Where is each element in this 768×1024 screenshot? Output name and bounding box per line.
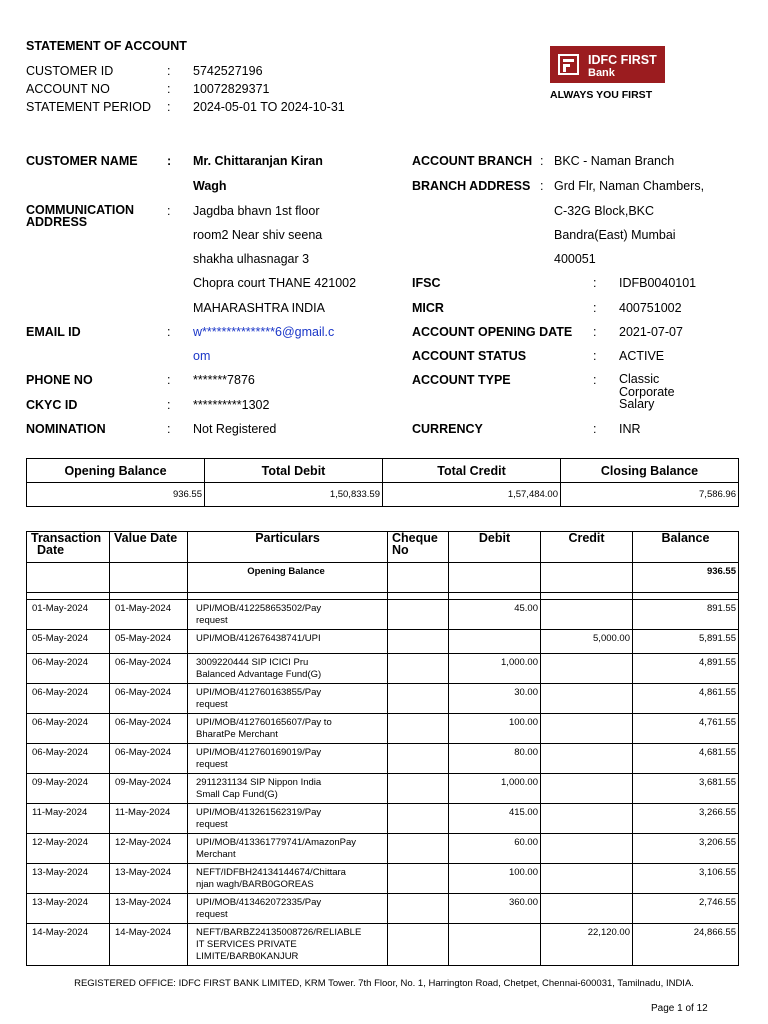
- particulars-cell: [188, 714, 388, 744]
- account-type-line: Corporate: [619, 385, 675, 399]
- phone-label: PHONE NO: [26, 373, 93, 387]
- debit-cell: 1,000.00: [449, 774, 541, 804]
- transaction-date-cell: 06-May-2024: [27, 714, 110, 744]
- debit-cell: 60.00: [449, 834, 541, 864]
- address-line: room2 Near shiv seena: [193, 228, 323, 242]
- table-row: [27, 894, 739, 924]
- particulars-cell: [188, 924, 388, 966]
- address-line: shakha ulhasnagar 3: [193, 252, 310, 266]
- colon: :: [593, 325, 597, 339]
- debit-cell: 30.00: [449, 684, 541, 714]
- colon: :: [167, 154, 172, 168]
- opening-balance-label: Opening Balance: [188, 563, 388, 593]
- debit-cell: 45.00: [449, 600, 541, 630]
- spacer-cell: [388, 593, 449, 600]
- colon: :: [593, 373, 597, 387]
- credit-cell: [541, 894, 633, 924]
- ckyc-value: **********1302: [193, 398, 270, 412]
- header-credit: Credit: [541, 532, 633, 563]
- colon: :: [167, 398, 171, 412]
- balance-cell: 4,891.55: [633, 654, 739, 684]
- email-value-line1[interactable]: w***************6@gmail.c: [193, 325, 335, 339]
- logo-mark-icon: [558, 54, 579, 75]
- customer-name-label: CUSTOMER NAME: [26, 154, 138, 168]
- balance-cell: 4,861.55: [633, 684, 739, 714]
- table-row: [27, 600, 739, 630]
- header-text: Transaction: [31, 531, 102, 545]
- spacer-cell: [449, 593, 541, 600]
- particulars-line: njan wagh/BARB0GOREAS: [196, 879, 314, 890]
- particulars-line: request: [196, 615, 228, 626]
- particulars-line: 2911231134 SIP Nippon India: [196, 777, 322, 788]
- micr-value: 400751002: [619, 301, 682, 315]
- credit-cell: [541, 714, 633, 744]
- spacer-cell: [188, 593, 388, 600]
- value-date-cell: 06-May-2024: [110, 714, 188, 744]
- credit-cell: 22,120.00: [541, 924, 633, 966]
- summary-header-cell: Total Credit: [383, 459, 561, 483]
- spacer-cell: [541, 593, 633, 600]
- particulars-cell: [188, 834, 388, 864]
- transaction-date-cell: 09-May-2024: [27, 774, 110, 804]
- value-date-cell: 06-May-2024: [110, 654, 188, 684]
- branch-address-label: BRANCH ADDRESS: [412, 179, 531, 193]
- transaction-date-cell: 01-May-2024: [27, 600, 110, 630]
- value-date-cell: 11-May-2024: [110, 804, 188, 834]
- cheque-cell: [388, 894, 449, 924]
- particulars-line: UPI/MOB/413261562319/Pay: [196, 807, 322, 818]
- debit-cell: 100.00: [449, 864, 541, 894]
- debit-cell: 360.00: [449, 894, 541, 924]
- cheque-cell: [388, 924, 449, 966]
- credit-cell: [541, 804, 633, 834]
- credit-cell: [541, 684, 633, 714]
- account-no-label: ACCOUNT NO: [26, 82, 110, 96]
- table-row: [27, 774, 739, 804]
- account-status-value: ACTIVE: [619, 349, 665, 363]
- particulars-cell: [188, 744, 388, 774]
- branch-address-line: 400051: [554, 252, 596, 266]
- particulars-line: BharatPe Merchant: [196, 729, 278, 740]
- particulars-cell: [188, 600, 388, 630]
- credit-cell: [541, 654, 633, 684]
- cheque-cell: [388, 600, 449, 630]
- branch-value: BKC - Naman Branch: [554, 154, 675, 168]
- transaction-date-cell: 13-May-2024: [27, 894, 110, 924]
- table-row: [27, 684, 739, 714]
- cheque-cell: [388, 654, 449, 684]
- branch-address-line: Grd Flr, Naman Chambers,: [554, 179, 705, 193]
- currency-label: CURRENCY: [412, 422, 483, 436]
- transaction-date-cell: 05-May-2024: [27, 630, 110, 654]
- colon: :: [167, 64, 171, 78]
- opening-balance-cell: 936.55: [633, 563, 739, 593]
- particulars-line: UPI/MOB/412676438741/UPI: [196, 633, 321, 644]
- statement-period-value: 2024-05-01 TO 2024-10-31: [193, 100, 345, 114]
- currency-value: INR: [619, 422, 641, 436]
- nomination-value: Not Registered: [193, 422, 277, 436]
- closing-balance-value: 7,586.96: [561, 483, 739, 507]
- particulars-line: Balanced Advantage Fund(G): [196, 669, 322, 680]
- particulars-cell: [188, 684, 388, 714]
- total-debit-value: 1,50,833.59: [205, 483, 383, 507]
- particulars-line: NEFT/BARBZ24135008726/RELIABLE: [196, 927, 362, 938]
- email-label: EMAIL ID: [26, 325, 81, 339]
- logo-text-line2: Bank: [588, 67, 615, 79]
- colon: :: [167, 82, 171, 96]
- value-date-cell: 13-May-2024: [110, 864, 188, 894]
- credit-cell: [541, 864, 633, 894]
- particulars-line: UPI/MOB/413361779741/AmazonPay: [196, 837, 357, 848]
- cheque-cell: [388, 684, 449, 714]
- particulars-cell: [188, 894, 388, 924]
- page-number: Page 1 of 12: [651, 1003, 708, 1014]
- address-label-line1: COMMUNICATION: [26, 203, 135, 217]
- transaction-date-cell: 13-May-2024: [27, 864, 110, 894]
- cheque-cell: [388, 774, 449, 804]
- header-balance: Balance: [633, 532, 739, 563]
- particulars-cell: [188, 654, 388, 684]
- balance-cell: 4,761.55: [633, 714, 739, 744]
- cheque-cell: [388, 744, 449, 774]
- balance-cell: 5,891.55: [633, 630, 739, 654]
- registered-office-footer: REGISTERED OFFICE: IDFC FIRST BANK LIMITED, KRM Tower. 7th Floor, No. 1, Harrington Road, Chetpet, Chennai-600031, Tamilnadu, INDIA.: [74, 978, 694, 989]
- balance-cell: 3,106.55: [633, 864, 739, 894]
- ifsc-value: IDFB0040101: [619, 276, 697, 290]
- balance-cell: 3,266.55: [633, 804, 739, 834]
- particulars-line: UPI/MOB/412760165607/Pay to: [196, 717, 332, 728]
- spacer-cell: [633, 593, 739, 600]
- branch-label: ACCOUNT BRANCH: [412, 154, 533, 168]
- account-type-label: ACCOUNT TYPE: [412, 373, 511, 387]
- account-no-value: 10072829371: [193, 82, 270, 96]
- value-date-cell: 01-May-2024: [110, 600, 188, 630]
- address-line: Chopra court THANE 421002: [193, 276, 357, 290]
- account-type-line: Salary: [619, 397, 655, 411]
- balance-cell: 2,746.55: [633, 894, 739, 924]
- total-credit-value: 1,57,484.00: [383, 483, 561, 507]
- header-particulars: Particulars: [188, 532, 388, 563]
- credit-cell: [541, 774, 633, 804]
- particulars-line: UPI/MOB/413462072335/Pay: [196, 897, 322, 908]
- transaction-date-cell: 06-May-2024: [27, 744, 110, 774]
- summary-header-cell: Opening Balance: [27, 459, 205, 483]
- header-transaction-date: [27, 532, 110, 563]
- credit-cell: [541, 834, 633, 864]
- debit-cell: 1,000.00: [449, 654, 541, 684]
- debit-cell: 80.00: [449, 744, 541, 774]
- particulars-line: request: [196, 699, 228, 710]
- address-line: Jagdba bhavn 1st floor: [193, 204, 320, 218]
- colon: :: [540, 154, 544, 168]
- value-date-cell: 12-May-2024: [110, 834, 188, 864]
- credit-cell: 5,000.00: [541, 630, 633, 654]
- summary-header-row: [27, 459, 739, 483]
- spacer-cell: [27, 593, 110, 600]
- phone-value: *******7876: [193, 373, 255, 387]
- balance-cell: 3,206.55: [633, 834, 739, 864]
- customer-id-label: CUSTOMER ID: [26, 64, 114, 78]
- colon: :: [593, 276, 597, 290]
- debit-cell: [449, 924, 541, 966]
- particulars-cell: [188, 864, 388, 894]
- micr-label: MICR: [412, 301, 444, 315]
- transaction-date-cell: 12-May-2024: [27, 834, 110, 864]
- opening-date-label: ACCOUNT OPENING DATE: [412, 325, 573, 339]
- transactions-header-row: [27, 532, 739, 563]
- colon: :: [167, 325, 171, 339]
- colon: :: [593, 301, 597, 315]
- ckyc-label: CKYC ID: [26, 398, 78, 412]
- spacer-cell: [110, 593, 188, 600]
- particulars-line: Merchant: [196, 849, 236, 860]
- opening-date-value: 2021-07-07: [619, 325, 683, 339]
- cheque-cell: [388, 630, 449, 654]
- value-date-cell: 14-May-2024: [110, 924, 188, 966]
- account-type-line: Classic: [619, 372, 660, 386]
- particulars-line: Small Cap Fund(G): [196, 789, 278, 800]
- customer-name-line1: Mr. Chittaranjan Kiran: [193, 154, 323, 168]
- opening-balance-row: [27, 563, 739, 593]
- account-status-label: ACCOUNT STATUS: [412, 349, 527, 363]
- particulars-line: request: [196, 759, 228, 770]
- customer-name-line2: Wagh: [193, 179, 227, 193]
- header-text: No: [392, 542, 409, 557]
- debit-cell: [449, 630, 541, 654]
- colon: :: [593, 422, 597, 436]
- opening-balance-value: 936.55: [27, 483, 205, 507]
- value-date-cell: 09-May-2024: [110, 774, 188, 804]
- statement-period-label: STATEMENT PERIOD: [26, 100, 152, 114]
- email-value-line2[interactable]: om: [193, 349, 211, 363]
- particulars-cell: [188, 630, 388, 654]
- transaction-date-cell: 06-May-2024: [27, 684, 110, 714]
- header-text: Cheque: [392, 531, 438, 545]
- particulars-cell: [188, 804, 388, 834]
- particulars-line: UPI/MOB/412760169019/Pay: [196, 747, 322, 758]
- table-row: [27, 924, 739, 966]
- transaction-date-cell: 06-May-2024: [27, 654, 110, 684]
- header-debit: Debit: [449, 532, 541, 563]
- value-date-cell: 06-May-2024: [110, 684, 188, 714]
- cheque-cell: [388, 834, 449, 864]
- particulars-line: request: [196, 819, 228, 830]
- table-row: [27, 630, 739, 654]
- colon: :: [167, 100, 171, 114]
- particulars-line: LIMITE/BARB0KANJUR: [196, 951, 299, 962]
- colon: :: [593, 349, 597, 363]
- balance-cell: 3,681.55: [633, 774, 739, 804]
- credit-cell: [541, 600, 633, 630]
- transaction-date-cell: 14-May-2024: [27, 924, 110, 966]
- particulars-line: request: [196, 909, 228, 920]
- header-text: Date: [37, 542, 65, 557]
- particulars-line: IT SERVICES PRIVATE: [196, 939, 297, 950]
- colon: :: [167, 373, 171, 387]
- header-value-date: Value Date: [110, 532, 188, 563]
- cheque-cell: [388, 864, 449, 894]
- value-date-cell: 06-May-2024: [110, 744, 188, 774]
- summary-value-row: [27, 483, 739, 507]
- debit-cell: 100.00: [449, 714, 541, 744]
- particulars-line: 3009220444 SIP ICICI Pru: [196, 657, 309, 668]
- branch-address-line: C-32G Block,BKC: [554, 204, 655, 218]
- particulars-line: NEFT/IDFBH24134144674/Chittara: [196, 867, 346, 878]
- transactions-table: [26, 531, 739, 966]
- summary-header-cell: Total Debit: [205, 459, 383, 483]
- colon: :: [167, 422, 171, 436]
- statement-title: STATEMENT OF ACCOUNT: [26, 39, 187, 53]
- table-row: [27, 804, 739, 834]
- customer-id-value: 5742527196: [193, 64, 263, 78]
- nomination-label: NOMINATION: [26, 422, 106, 436]
- address-line: MAHARASHTRA INDIA: [193, 301, 325, 315]
- balance-cell: 24,866.55: [633, 924, 739, 966]
- ifsc-label: IFSC: [412, 276, 441, 290]
- table-row: [27, 834, 739, 864]
- particulars-line: UPI/MOB/412760163855/Pay: [196, 687, 322, 698]
- address-label-line2: ADDRESS: [26, 215, 88, 229]
- particulars-cell: [188, 774, 388, 804]
- transaction-date-cell: 11-May-2024: [27, 804, 110, 834]
- debit-cell: 415.00: [449, 804, 541, 834]
- table-row: [27, 714, 739, 744]
- value-date-cell: 13-May-2024: [110, 894, 188, 924]
- logo-text-line1: IDFC FIRST: [588, 53, 657, 67]
- bank-tagline: ALWAYS YOU FIRST: [550, 89, 653, 101]
- row-spacer: [27, 593, 739, 600]
- balance-summary-table: [26, 458, 739, 507]
- branch-address-line: Bandra(East) Mumbai: [554, 228, 676, 242]
- value-date-cell: 05-May-2024: [110, 630, 188, 654]
- cheque-cell: [388, 804, 449, 834]
- particulars-line: UPI/MOB/412258653502/Pay: [196, 603, 322, 614]
- table-row: [27, 744, 739, 774]
- credit-cell: [541, 744, 633, 774]
- header-cheque-no: [388, 532, 449, 563]
- colon: :: [540, 179, 544, 193]
- summary-header-cell: Closing Balance: [561, 459, 739, 483]
- bank-logo: [550, 46, 665, 83]
- balance-cell: 891.55: [633, 600, 739, 630]
- balance-cell: 4,681.55: [633, 744, 739, 774]
- cheque-cell: [388, 714, 449, 744]
- table-row: [27, 654, 739, 684]
- table-row: [27, 864, 739, 894]
- colon: :: [167, 204, 171, 218]
